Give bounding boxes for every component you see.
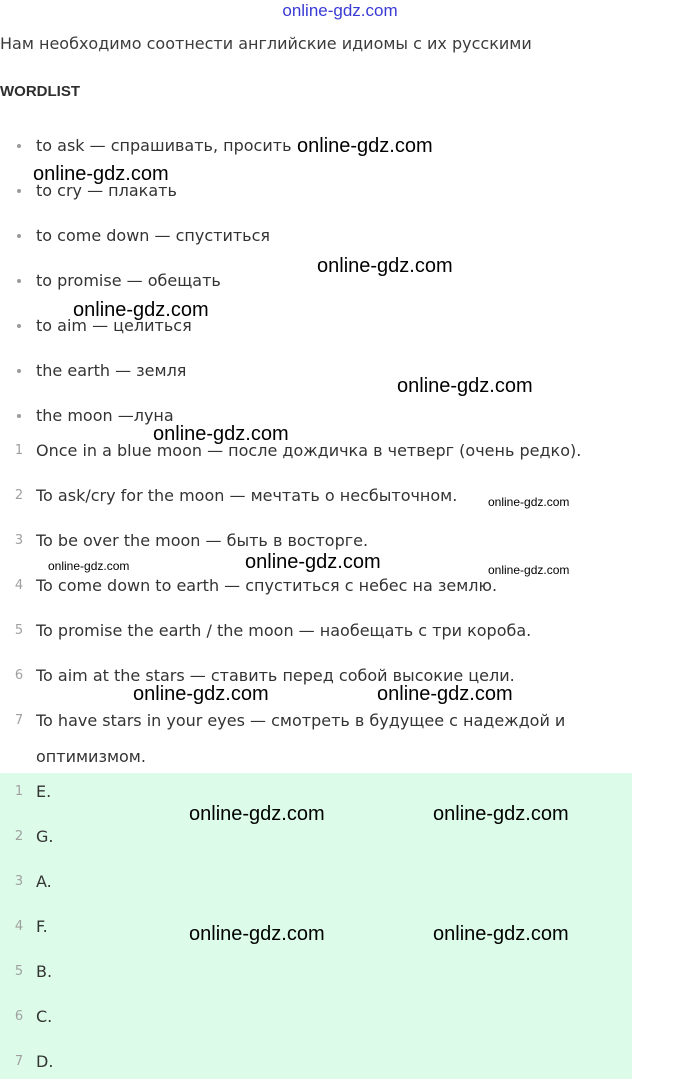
wordlist-item-text: to aim — целиться [36,316,192,335]
wordlist-item-text: to promise — обещать [36,271,221,290]
idiom-text: To promise the earth / the moon — наобещать с три короба. [36,621,532,640]
bullet-icon [17,279,21,283]
idiom-number: 2 [14,488,24,503]
idiom-number: 5 [14,623,24,638]
answer-letter: F. [36,917,48,936]
idiom-number: 6 [14,668,24,683]
idiom-text: Once in a blue moon — после дождичка в четверг (очень редко). [36,441,582,460]
answer-number: 3 [14,874,24,889]
answer-letter: A. [36,872,52,891]
idiom-number: 1 [14,443,24,458]
answer-number: 4 [14,919,24,934]
watermark-text: online-gdz.com [189,803,325,825]
watermark-text: online-gdz.com [33,163,169,185]
intro-text: Нам необходимо соотнести английские идиомы с их русскими [0,34,532,53]
idiom-text: To have stars in your eyes — смотреть в будущее с надеждой и [36,711,566,730]
answer-number: 7 [14,1054,24,1069]
watermark-text: online-gdz.com [377,683,513,705]
idiom-text: To come down to earth — спуститься с небес на землю. [36,576,498,595]
watermark-text: online-gdz.com [433,923,569,945]
wordlist-item-text: the moon —луна [36,406,174,425]
answer-number: 2 [14,829,24,844]
wordlist-item-text: the earth — земля [36,361,187,380]
bullet-icon [17,144,21,148]
idiom-text: To ask/cry for the moon — мечтать о несбыточном. [36,486,458,505]
watermark-text: online-gdz.com [397,375,533,397]
idiom-number: 4 [14,578,24,593]
bullet-icon [17,369,21,373]
watermark-text: online-gdz.com [317,255,453,277]
watermark-text: online-gdz.com [488,563,570,577]
idiom-text: To be over the moon — быть в восторге. [36,531,369,550]
watermark-text: online-gdz.com [433,803,569,825]
answer-number: 1 [14,784,24,799]
idiom-number: 3 [14,533,24,548]
answer-letter: D. [36,1052,54,1071]
answer-number: 5 [14,964,24,979]
watermark-text: online-gdz.com [297,135,433,157]
answer-letter: G. [36,827,54,846]
wordlist-item-text: to cry — плакать [36,181,177,200]
idiom-number: 7 [14,713,24,728]
idiom-text-continuation: оптимизмом. [36,747,146,766]
watermark-text: online-gdz.com [133,683,269,705]
answer-letter: C. [36,1007,53,1026]
watermark-text: online-gdz.com [189,923,325,945]
answer-letter: B. [36,962,53,981]
watermark-text: online-gdz.com [488,495,570,509]
bullet-icon [17,234,21,238]
idiom-text: To aim at the stars — ставить перед собой высокие цели. [36,666,515,685]
bullet-icon [17,189,21,193]
watermark-text: online-gdz.com [48,559,130,573]
answer-number: 6 [14,1009,24,1024]
wordlist-item-text: to come down — спуститься [36,226,271,245]
watermark-text: online-gdz.com [153,423,289,445]
watermark-text: online-gdz.com [73,299,209,321]
wordlist-title: WORDLIST [0,83,80,100]
header-watermark: online-gdz.com [282,1,398,20]
bullet-icon [17,414,21,418]
wordlist-item-text: to ask — спрашивать, просить [36,136,292,155]
watermark-text: online-gdz.com [245,551,381,573]
answer-letter: E. [36,782,52,801]
bullet-icon [17,324,21,328]
